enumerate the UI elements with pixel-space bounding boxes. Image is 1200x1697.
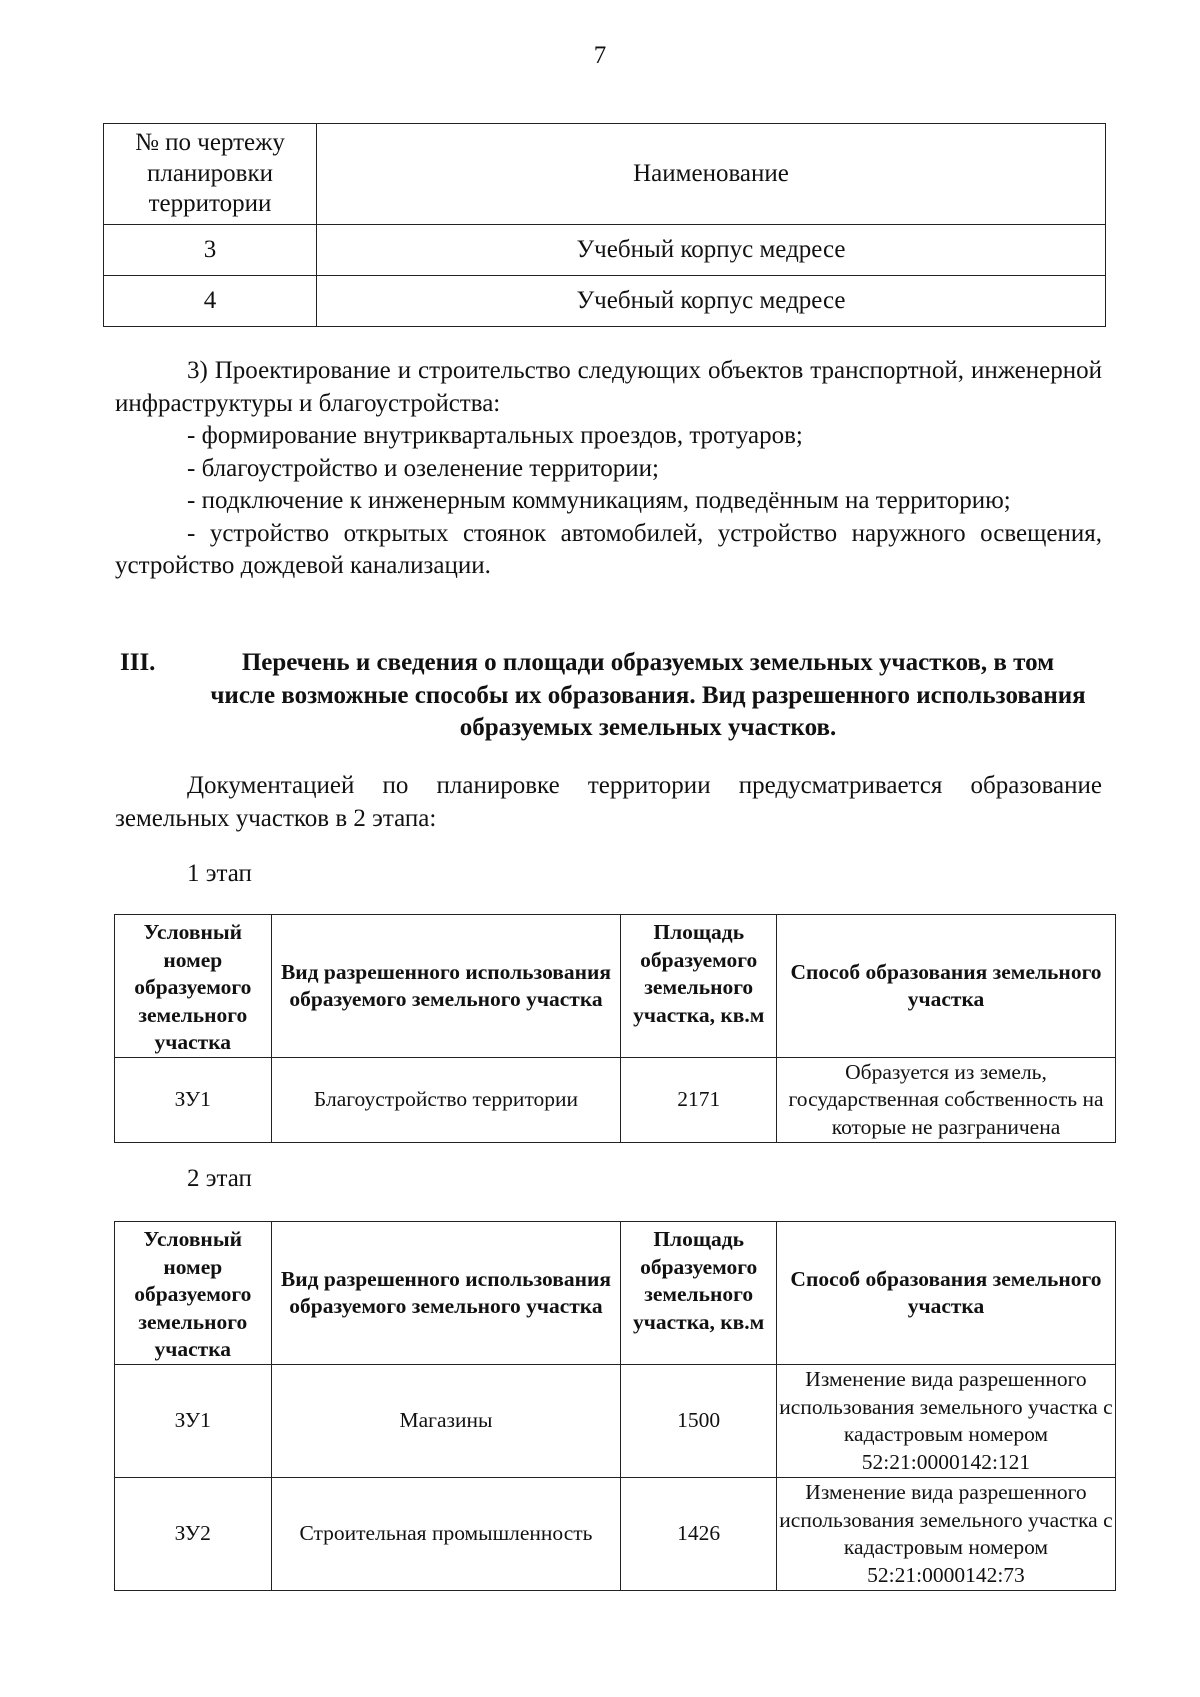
table-row — [115, 1365, 1116, 1478]
parcel-method: Образуется из земель, государственная собственность на которые не разграничена — [777, 1058, 1116, 1143]
parcel-id: ЗУ1 — [115, 1058, 272, 1143]
table-row — [104, 276, 1106, 327]
parcel-method: Изменение вида разрешенного использования земельного участка с кадастровым номером 52:21:0000142:121 — [776, 1365, 1115, 1478]
page-number: 7 — [593, 42, 607, 69]
object-name: Учебный корпус медресе — [317, 225, 1106, 276]
list-item: - устройство открытых стоянок автомобилей, устройство наружного освещения, устройство дождевой канализации. — [115, 519, 1102, 579]
stage1-header-row — [115, 915, 1116, 1058]
parcel-id: ЗУ1 — [115, 1365, 272, 1478]
parcel-area: 1500 — [621, 1365, 777, 1478]
header-parcel-number: Условный номер образуемого земельного участка — [115, 915, 272, 1058]
header-formation-method: Способ образования земельного участка — [776, 1222, 1115, 1365]
object-number: 3 — [104, 225, 317, 276]
paragraph-intro: 3) Проектирование и строительство следующих объектов транспортной, инженерной инфраструктуры и благоустройства: — [115, 357, 1102, 417]
header-parcel-number: Условный номер образуемого земельного участка — [115, 1222, 272, 1365]
objects-header-number: № по чертежу планировки территории — [104, 124, 317, 225]
list-item: - подключение к инженерным коммуникациям, подведённым на территорию; — [187, 487, 1011, 514]
parcel-use: Благоустройство территории — [271, 1058, 621, 1143]
header-area: Площадь образуемого земельного участка, кв.м — [621, 1222, 777, 1365]
parcel-area: 2171 — [621, 1058, 777, 1143]
header-permitted-use: Вид разрешенного использования образуемого земельного участка — [271, 915, 621, 1058]
objects-table — [103, 123, 1106, 327]
table-row — [104, 225, 1106, 276]
objects-table-header-row — [104, 124, 1106, 225]
table-row — [115, 1058, 1116, 1143]
header-permitted-use: Вид разрешенного использования образуемого земельного участка — [271, 1222, 621, 1365]
object-number: 4 — [104, 276, 317, 327]
stage1-table — [114, 914, 1116, 1143]
section-heading — [120, 647, 1100, 745]
header-area: Площадь образуемого земельного участка, кв.м — [621, 915, 777, 1058]
section-number: III. — [120, 649, 156, 676]
header-formation-method: Способ образования земельного участка — [777, 915, 1116, 1058]
infrastructure-paragraph — [115, 355, 1102, 583]
intro-paragraph: Документацией по планировке территории предусматривается образование земельных участков в 2 этапа: — [115, 772, 1102, 832]
stage2-label: 2 этап — [187, 1165, 252, 1192]
section-title: Перечень и сведения о площади образуемых земельных участков, в том числе возможные способы их образования. Вид разрешенного использования образуемых земельных участков. — [210, 649, 1086, 741]
stage1-label: 1 этап — [187, 860, 252, 887]
stage2-header-row — [115, 1222, 1116, 1365]
parcel-method: Изменение вида разрешенного использования земельного участка с кадастровым номером 52:21:0000142:73 — [776, 1478, 1115, 1591]
table-row — [115, 1478, 1116, 1591]
parcel-id: ЗУ2 — [115, 1478, 272, 1591]
parcel-use: Магазины — [271, 1365, 621, 1478]
parcel-use: Строительная промышленность — [271, 1478, 621, 1591]
list-item: - формирование внутриквартальных проездов, тротуаров; — [187, 422, 803, 449]
parcel-area: 1426 — [621, 1478, 777, 1591]
objects-header-name: Наименование — [317, 124, 1106, 225]
object-name: Учебный корпус медресе — [317, 276, 1106, 327]
list-item: - благоустройство и озеленение территории; — [187, 454, 659, 482]
stage2-table — [114, 1221, 1116, 1591]
